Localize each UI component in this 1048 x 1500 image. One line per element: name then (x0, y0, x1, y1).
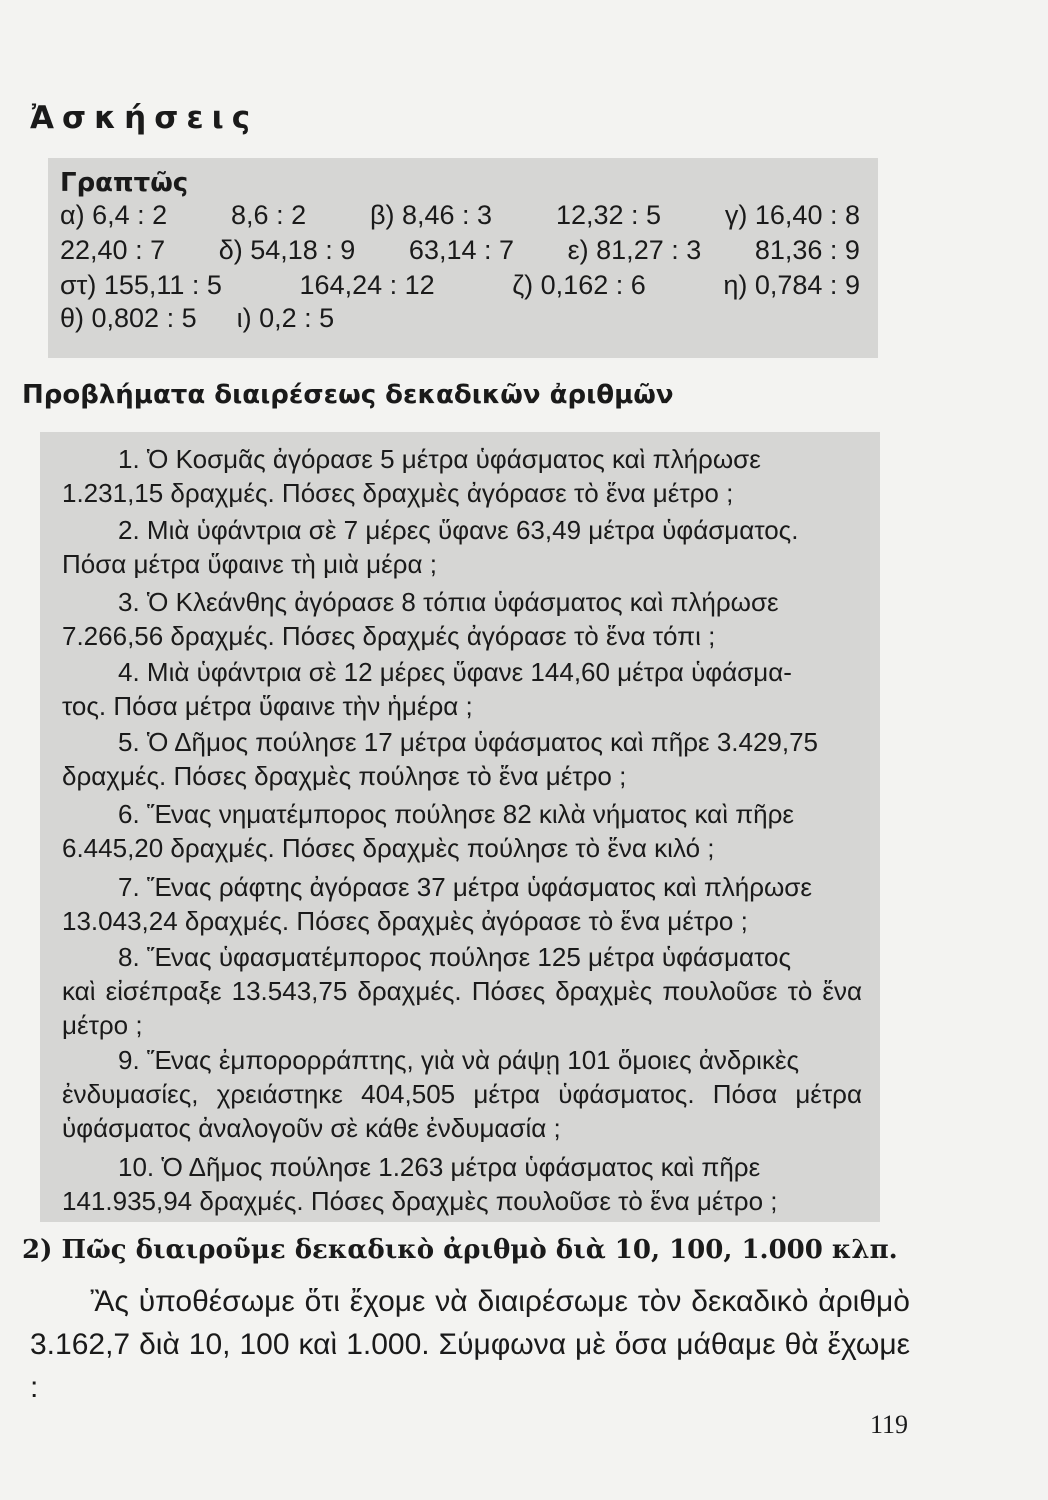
exercise-item: 12,32 : 5 (555, 200, 662, 230)
problem-rest: 13.043,24 δραχμές. Πόσες δραχμὲς ἀγόρασε τὸ ἕνα μέτρο ; (62, 906, 748, 936)
problem-first-line: 10. Ὁ Δῆμος πούλησε 1.263 μέτρα ὑφάσματος καὶ πῆρε (118, 1152, 761, 1182)
problem-rest: ἐνδυμασίες, χρειάστηκε 404,505 μέτρα ὑφάσματος. Πόσα μέτρα ὑφάσματος ἀναλογοῦν σὲ κάθε ἐνδυμασία ; (62, 1079, 862, 1143)
exercise-item: β) 8,46 : 3 (369, 200, 493, 230)
problem-rest: 6.445,20 δραχμές. Πόσες δραχμὲς πούλησε τὸ ἕνα κιλό ; (62, 833, 715, 863)
problem-6 (62, 797, 862, 865)
problem-8 (62, 940, 862, 1042)
exercise-item: 81,36 : 9 (754, 235, 860, 265)
problem-rest: Πόσα μέτρα ὕφαινε τὴ μιὰ μέρα ; (62, 549, 437, 579)
problems-title: Προβλήματα διαιρέσεως δεκαδικῶν ἀριθμῶν (22, 380, 674, 410)
problem-9 (62, 1043, 862, 1145)
exercise-item: η) 0,784 : 9 (723, 270, 860, 300)
problem-first-line: 1. Ὁ Κοσμᾶς ἀγόρασε 5 μέτρα ὑφάσματος καὶ πλήρωσε (118, 444, 761, 474)
problem-first-line: 3. Ὁ Κλεάνθης ἀγόρασε 8 τόπια ὑφάσματος καὶ πλήρωσε (118, 587, 779, 617)
written-line-1 (60, 200, 860, 231)
problem-rest: 7.266,56 δραχμές. Πόσες δραχμές ἀγόρασε τὸ ἕνα τόπι ; (62, 621, 716, 651)
problem-first-line: 4. Μιὰ ὑφάντρια σὲ 12 μέρες ὕφανε 144,60 μέτρα ὑφάσμα- (118, 657, 792, 687)
page-number: 119 (869, 1410, 908, 1439)
written-line-3 (60, 270, 860, 301)
exercise-item: 63,14 : 7 (408, 235, 515, 265)
written-line-4 (60, 303, 860, 334)
problem-5 (62, 725, 862, 793)
section-heading: 2) Πῶς διαιροῦμε δεκαδικὸ ἀριθμὸ διὰ 10, 100, 1.000 κλπ. (22, 1235, 898, 1265)
problem-7 (62, 870, 862, 938)
problem-first-line: 7. Ἕνας ράφτης ἀγόρασε 37 μέτρα ὑφάσματος καὶ πλήρωσε (118, 872, 812, 902)
section-body-text: Ἂς ὑποθέσωμε ὅτι ἔχομε νὰ διαιρέσωμε τὸν δεκαδικὸ ἀριθμὸ 3.162,7 διὰ 10, 100 καὶ 1.000. Σύμφωνα μὲ ὅσα μάθαμε θὰ ἔχωμε : (30, 1285, 910, 1404)
problem-2 (62, 513, 862, 581)
exercise-item: 164,24 : 12 (299, 270, 435, 300)
exercise-item: γ) 16,40 : 8 (724, 200, 860, 230)
problem-rest: καὶ εἰσέπραξε 13.543,75 δραχμές. Πόσες δραχμὲς πουλοῦσε τὸ ἕνα μέτρο ; (62, 976, 862, 1040)
problem-first-line: 2. Μιὰ ὑφάντρια σὲ 7 μέρες ὕφανε 63,49 μέτρα ὑφάσματος. (118, 515, 799, 545)
exercise-item: 8,6 : 2 (231, 200, 307, 230)
exercise-item: α) 6,4 : 2 (60, 200, 168, 230)
problem-first-line: 6. Ἕνας νηματέμπορος πούλησε 82 κιλὰ νήματος καὶ πῆρε (118, 799, 794, 829)
exercise-item: ε) 81,27 : 3 (567, 235, 702, 265)
problem-rest: 141.935,94 δραχμές. Πόσες δραχμὲς πουλοῦσε τὸ ἕνα μέτρο ; (62, 1186, 778, 1216)
written-line-2 (60, 235, 860, 266)
written-title: Γραπτῶς (60, 168, 189, 198)
exercise-item: δ) 54,18 : 9 (218, 235, 356, 265)
problem-4 (62, 655, 862, 723)
problem-rest: δραχμές. Πόσες δραχμὲς πούλησε τὸ ἕνα μέτρο ; (62, 761, 627, 791)
problem-rest: τος. Πόσα μέτρα ὕφαινε τὴν ἡμέρα ; (62, 691, 473, 721)
exercise-item: 22,40 : 7 (60, 235, 166, 265)
problem-first-line: 5. Ὁ Δῆμος πούλησε 17 μέτρα ὑφάσματος καὶ πῆρε 3.429,75 (118, 727, 819, 757)
exercise-item: ζ) 0,162 : 6 (512, 270, 646, 300)
section-body (30, 1280, 910, 1409)
exercise-item: θ) 0,802 : 5 (60, 303, 197, 333)
exercise-item: ι) 0,2 : 5 (236, 303, 335, 333)
problem-1 (62, 442, 862, 510)
problem-rest: 1.231,15 δραχμές. Πόσες δραχμὲς ἀγόρασε τὸ ἕνα μέτρο ; (62, 478, 734, 508)
problem-first-line: 9. Ἕνας ἐμπορορράπτης, γιὰ νὰ ράψῃ 101 ὅμοιες ἀνδρικὲς (118, 1045, 800, 1075)
exercise-item: στ) 155,11 : 5 (60, 270, 222, 300)
problem-10 (62, 1150, 862, 1218)
problem-first-line: 8. Ἕνας ὑφασματέμπορος πούλησε 125 μέτρα ὑφάσματος (118, 942, 791, 972)
exercises-heading: Ἀσκήσεις (30, 100, 259, 136)
problem-3 (62, 585, 862, 653)
